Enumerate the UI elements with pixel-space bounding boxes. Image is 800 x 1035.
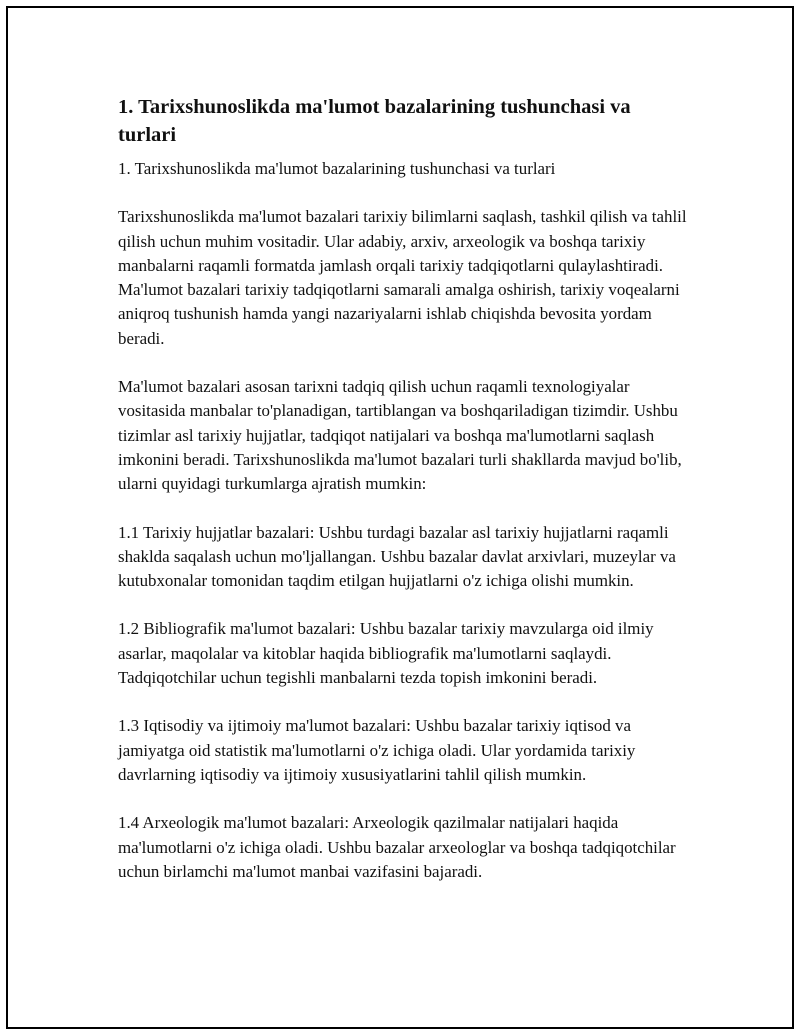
paragraph-economic-social: 1.3 Iqtisodiy va ijtimoiy ma'lumot bazalari: Ushbu bazalar tarixiy iqtisod va jamiyatga oid statistik ma'lumotlarni o'z ichiga oladi. Ular yordamida tarixiy davrlarning iqtisodiy va ijtimoiy xususiyatlarini tahlil qilish mumkin. bbox=[118, 716, 636, 784]
paragraph-intro: Tarixshunoslikda ma'lumot bazalari tarixiy bilimlarni saqlash, tashkil qilish va tahlil qilish uchun muhim vositadir. Ular adabiy, arxiv, arxeologik va boshqa tarixiy manbalarni raqamli formatda jamlash orqali tarixiy tadqiqotlarni qulaylashtiradi. Ma'lumot bazalari tarixiy tadqiqotlarni samarali amalga oshirish, tarixiy voqealarni aniqroq tushunish hamda yangi nazariyalarni ishlab chiqishda bevosita yordam beradi. bbox=[118, 207, 687, 348]
document-body bbox=[118, 93, 688, 908]
paragraph-bibliographic: 1.2 Bibliografik ma'lumot bazalari: Ushbu bazalar tarixiy mavzularga oid ilmiy asarlar, maqolalar va kitoblar haqida bibliografik ma'lumotlarni saqlaydi. Tadqiqotchilar uchun tegishli manbalarni tezda topish imkonini beradi. bbox=[118, 619, 654, 688]
paragraph-archaeological: 1.4 Arxeologik ma'lumot bazalari: Arxeologik qazilmalar natijalari haqida ma'lumotlarni o'z ichiga oladi. Ushbu bazalar arxeologlar va boshqa tadqiqotchilar uchun birlamchi ma'lumot manbai vazifasini bajaradi. bbox=[118, 813, 676, 881]
paragraph-historical-documents: 1.1 Tarixiy hujjatlar bazalari: Ushbu turdagi bazalar asl tarixiy hujjatlarni raqamli shaklda saqalash uchun mo'ljallangan. Ushbu bazalar davlat arxivlari, muzeylar va kutubxonalar tomonidan taqdim etilgan hujjatlarni o'z ichiga olishi mumkin. bbox=[118, 522, 676, 591]
document-title: 1. Tarixshunoslikda ma'lumot bazalarining tushunchasi va turlari bbox=[118, 96, 631, 146]
document-subheading: 1. Tarixshunoslikda ma'lumot bazalarining tushunchasi va turlari bbox=[118, 159, 556, 178]
paragraph-definition: Ma'lumot bazalari asosan tarixni tadqiq qilish uchun raqamli texnologiyalar vositasida manbalar to'planadigan, tartiblangan va boshqariladigan tizimdir. Ushbu tizimlar asl tarixiy hujjatlar, tadqiqot natijalari va boshqa ma'lumotlarni saqlash imkonini beradi. Tarixshunoslikda ma'lumot bazalari turli shakllarda mavjud bo'lib, ularni quyidagi turkumlarga ajratish mumkin: bbox=[118, 377, 682, 494]
